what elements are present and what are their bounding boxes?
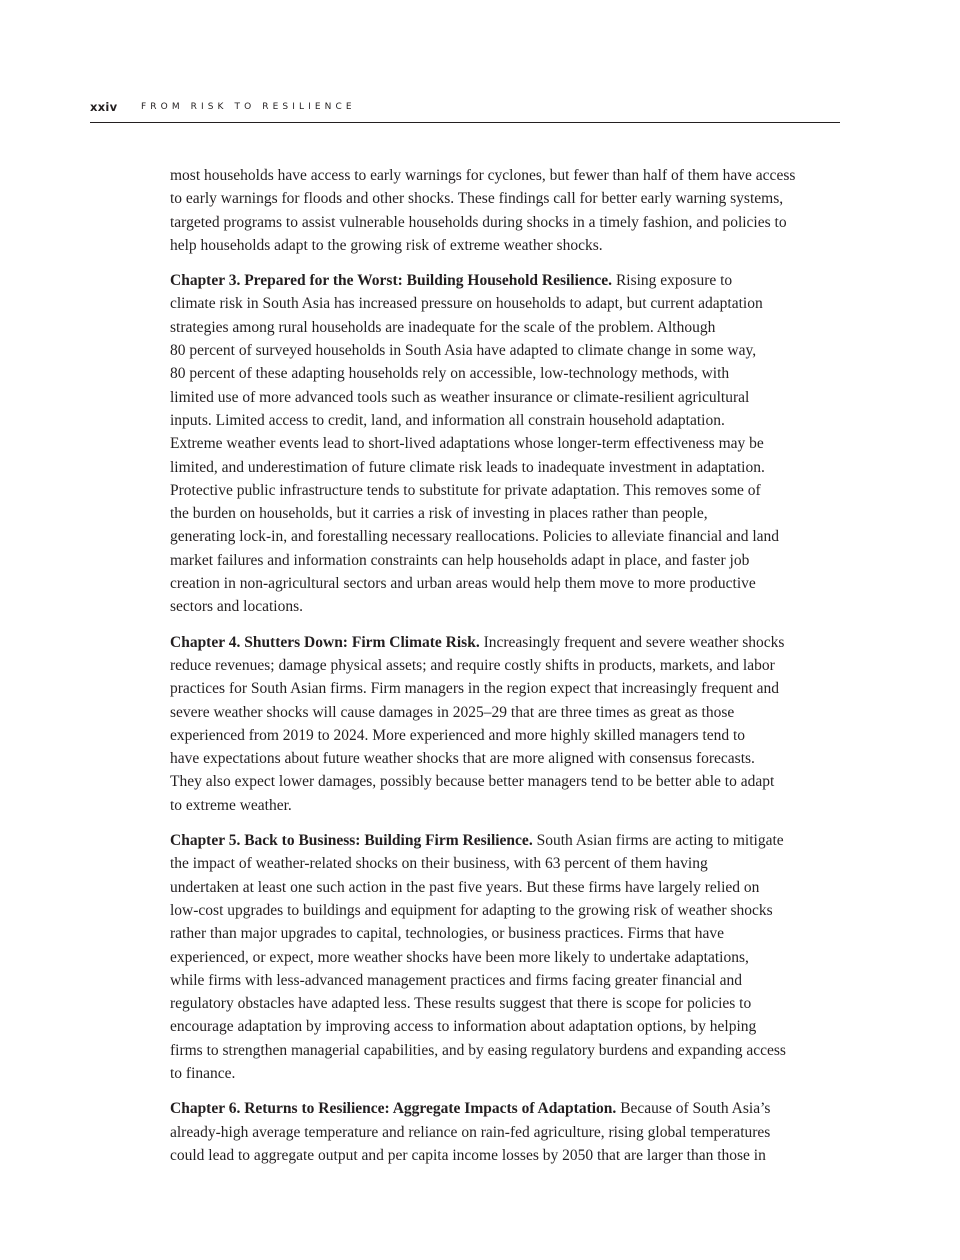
running-header: [90, 98, 840, 123]
line-text: They also expect lower damages, possibly because better managers tend to be better able to adapt: [170, 773, 775, 791]
text-line: [170, 234, 850, 257]
line-text: have expectations about future weather shocks that are more aligned with consensus forecasts.: [170, 750, 755, 768]
chapter-summary-paragraph: [170, 829, 850, 1085]
line-text: already-high average temperature and reliance on rain-fed agriculture, rising global temperatures: [170, 1123, 771, 1141]
line-text: climate risk in South Asia has increased pressure on households to adapt, but current adaptation: [170, 295, 763, 313]
text-line: [170, 502, 850, 525]
line-text: undertaken at least one such action in the past five years. But these firms have largely relied on: [170, 878, 760, 896]
line-text: targeted programs to assist vulnerable households during shocks in a timely fashion, and policies to: [170, 213, 787, 231]
text-line: [170, 992, 850, 1015]
line-text: to early warnings for floods and other shocks. These findings call for better early warning systems,: [170, 190, 784, 208]
line-text: experienced, or expect, more weather shocks have been more likely to undertake adaptations,: [170, 948, 749, 966]
line-text: help households adapt to the growing risk of extreme weather shocks.: [170, 236, 603, 254]
line-text: while firms with less-advanced management practices and firms facing greater financial and: [170, 971, 742, 989]
text-line: [170, 922, 850, 945]
line-text: Because of South Asia’s: [616, 1100, 771, 1118]
line-text: could lead to aggregate output and per capita income losses by 2050 that are larger than those in: [170, 1146, 766, 1164]
text-line: [170, 631, 850, 654]
text-line: [170, 1062, 850, 1085]
line-text: reduce revenues; damage physical assets; and require costly shifts in products, markets, and labor: [170, 656, 775, 674]
text-line: [170, 677, 850, 700]
text-line: [170, 164, 850, 187]
text-line: [170, 1015, 850, 1038]
line-text: Increasingly frequent and severe weather shocks: [479, 633, 785, 651]
running-title: FROM RISK TO RESILIENCE: [141, 102, 356, 112]
text-line: [170, 409, 850, 432]
line-text: the impact of weather-related shocks on their business, with 63 percent of them having: [170, 855, 708, 873]
text-line: [170, 654, 850, 677]
text-line: [170, 269, 850, 292]
line-text: 80 percent of surveyed households in South Asia have adapted to climate change in some way,: [170, 342, 757, 360]
chapter-heading: Chapter 5. Back to Business: Building Firm Resilience.: [170, 832, 533, 850]
chapter-heading: Chapter 3. Prepared for the Worst: Building Household Resilience.: [170, 272, 613, 290]
line-text: strategies among rural households are inadequate for the scale of the problem. Although: [170, 318, 716, 336]
text-line: [170, 456, 850, 479]
text-line: [170, 829, 850, 852]
line-text: most households have access to early warnings for cyclones, but fewer than half of them have access: [170, 167, 796, 184]
line-text: South Asian firms are acting to mitigate: [532, 832, 784, 850]
text-line: [170, 187, 850, 210]
text-line: [170, 525, 850, 548]
line-text: creation in non-agricultural sectors and urban areas would help them move to more productive: [170, 575, 756, 593]
text-line: [170, 292, 850, 315]
text-line: [170, 794, 850, 817]
text-line: [170, 211, 850, 234]
line-text: Protective public infrastructure tends to substitute for private adaptation. This removes some of: [170, 481, 761, 499]
text-line: [170, 852, 850, 875]
text-line: [170, 747, 850, 770]
line-text: Rising exposure to: [612, 272, 733, 290]
body-text: [170, 164, 850, 1179]
text-line: [170, 1144, 850, 1167]
text-line: [170, 876, 850, 899]
line-text: inputs. Limited access to credit, land, and information all constrain household adaptation.: [170, 411, 725, 429]
text-line: [170, 770, 850, 793]
text-line: [170, 432, 850, 455]
line-text: sectors and locations.: [170, 598, 304, 616]
text-line: [170, 479, 850, 502]
chapter-summary-paragraph: [170, 269, 850, 618]
line-text: low-cost upgrades to buildings and equipment for adapting to the growing risk of weather shocks: [170, 901, 773, 919]
line-text: limited use of more advanced tools such as weather insurance or climate-resilient agricultural: [170, 388, 750, 406]
text-line: [170, 595, 850, 618]
text-line: [170, 316, 850, 339]
chapter-summary-paragraph: [170, 631, 850, 817]
line-text: to finance.: [170, 1064, 236, 1082]
text-line: [170, 946, 850, 969]
line-text: the burden on households, but it carries a risk of investing in places rather than people,: [170, 505, 708, 523]
line-text: Extreme weather events lead to short-lived adaptations whose longer-term effectiveness may be: [170, 435, 764, 453]
line-text: encourage adaptation by improving access to information about adaptation options, by helping: [170, 1018, 757, 1036]
text-line: [170, 701, 850, 724]
line-text: 80 percent of these adapting households rely on accessible, low-technology methods, with: [170, 365, 730, 383]
chapter-heading: Chapter 4. Shutters Down: Firm Climate Risk.: [170, 633, 480, 651]
text-line: [170, 1039, 850, 1062]
chapter-summary-paragraph: [170, 1097, 850, 1167]
line-text: severe weather shocks will cause damages in 2025–29 that are three times as great as those: [170, 703, 735, 721]
line-text: market failures and information constraints can help households adapt in place, and faster job: [170, 551, 750, 569]
text-line: [170, 339, 850, 362]
chapter-heading: Chapter 6. Returns to Resilience: Aggregate Impacts of Adaptation.: [170, 1100, 617, 1118]
line-text: practices for South Asian firms. Firm managers in the region expect that increasingly frequent and: [170, 680, 780, 698]
text-line: [170, 1097, 850, 1120]
text-line: [170, 386, 850, 409]
text-line: [170, 549, 850, 572]
paragraph-continued: [170, 164, 850, 257]
text-line: [170, 724, 850, 747]
line-text: to extreme weather.: [170, 796, 292, 814]
line-text: firms to strengthen managerial capabilities, and by easing regulatory burdens and expanding access: [170, 1041, 786, 1059]
line-text: rather than major upgrades to capital, technologies, or business practices. Firms that have: [170, 925, 724, 943]
text-line: [170, 1121, 850, 1144]
text-line: [170, 899, 850, 922]
text-line: [170, 362, 850, 385]
page-number: xxiv: [90, 100, 118, 114]
text-line: [170, 572, 850, 595]
line-text: limited, and underestimation of future climate risk leads to inadequate investment in adaptation.: [170, 458, 765, 476]
line-text: experienced from 2019 to 2024. More experienced and more highly skilled managers tend to: [170, 726, 746, 744]
text-line: [170, 969, 850, 992]
line-text: regulatory obstacles have adapted less. These results suggest that there is scope for policies to: [170, 995, 752, 1013]
line-text: generating lock-in, and forestalling necessary reallocations. Policies to alleviate financial and land: [170, 528, 780, 546]
